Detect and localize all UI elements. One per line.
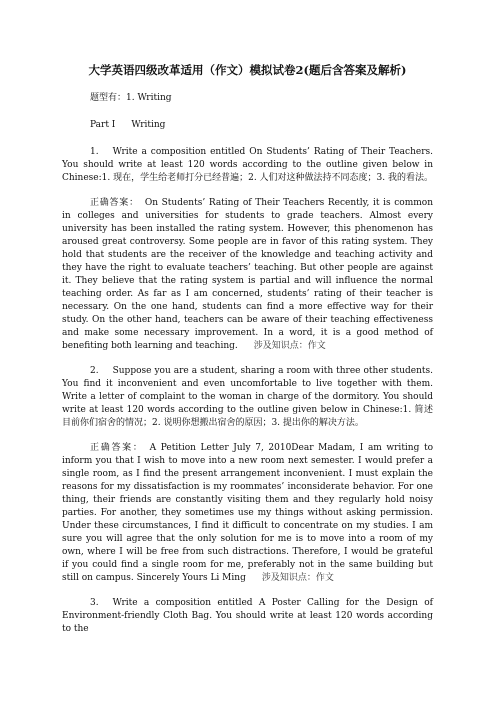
question-number: 3. — [90, 598, 99, 608]
question-text: Suppose you are a student, sharing a room with three other students. You find it inconvenient and even uncomfortable to live together with them. Write a letter of complaint to the woman in charge of the dormitory. You should write at least 120 words according to the outline given below in Chinese:1. 简述目前你们宿舍的情况；2. 说明你想搬出宿舍的原因；3. 提出你的解决方法。 — [62, 366, 433, 428]
answer-label: 正确答案： — [90, 198, 139, 208]
part-name: Writing — [131, 120, 166, 130]
answer-text: A Petition Letter July 7, 2010Dear Madam, I am writing to inform you that I wish to move into a new room next semester. I would prefer a single room, as I find the present arrangement inconvenient. I must explain the reasons for my dissatisfaction is my roommates’ inconsiderate behavior. For one thing, their friends are constantly visiting them and they regularly hold noisy parties. For another, they sometimes use my things without asking permission. Under these circumstances, I find it difficult to concentrate on my studies. I am sure you will agree that the only solution for me is to move into a room of my own, where I will be free from such distractions. Therefore, I would be grateful if you could find a single room for me, preferably not in the same building but still on campus. Sincerely Yours Li Ming — [62, 443, 433, 583]
answer-label: 正确答案： — [90, 443, 144, 453]
knowledge-point: 涉及知识点：作文 — [261, 573, 334, 583]
knowledge-point: 涉及知识点：作文 — [253, 341, 326, 351]
answer-2 — [62, 442, 433, 585]
question-2 — [62, 365, 433, 430]
question-number: 1. — [90, 147, 99, 157]
answer-1 — [62, 197, 433, 353]
question-1 — [62, 146, 433, 185]
question-number: 2. — [90, 366, 99, 376]
part-heading — [62, 119, 433, 132]
document-title: 大学英语四级改革适用（作文）模拟试卷2(题后含答案及解析) — [88, 63, 407, 77]
question-text: Write a composition entitled On Students’ Rating of Their Teachers. You should write at least 120 words according to the outline given below in Chinese:1. 现在，学生给老师打分已经普遍；2. 人们对这种做法持不同态度；3. 我的看法。 — [62, 147, 434, 183]
question-3 — [62, 597, 433, 636]
question-types: 题型有：1. Writing — [90, 93, 172, 103]
question-text: Write a composition entitled A Poster Calling for the Design of Environment-friendly Cloth Bag. You should write at least 120 words according to the — [62, 598, 433, 634]
answer-text: On Students’ Rating of Their Teachers Recently, it is common in colleges and universities for students to grade teachers. Almost every university has been installed the rating system. However, this phenomenon has aroused great controversy. Some people are in favor of this rating system. They hold that students are the receiver of the knowledge and teaching activity and they have the right to evaluate teachers’ teaching. But other people are against it. They believe that the rating system is partial and will influence the normal teaching order. As far as I am concerned, students’ rating of their teacher is necessary. On the one hand, students can find a more effective way for their study. On the other hand, teachers can be aware of their teaching effectiveness and make some necessary improvement. In a word, it is a good method of benefiting both learning and teaching. — [62, 198, 433, 351]
part-label: Part I — [90, 120, 116, 130]
